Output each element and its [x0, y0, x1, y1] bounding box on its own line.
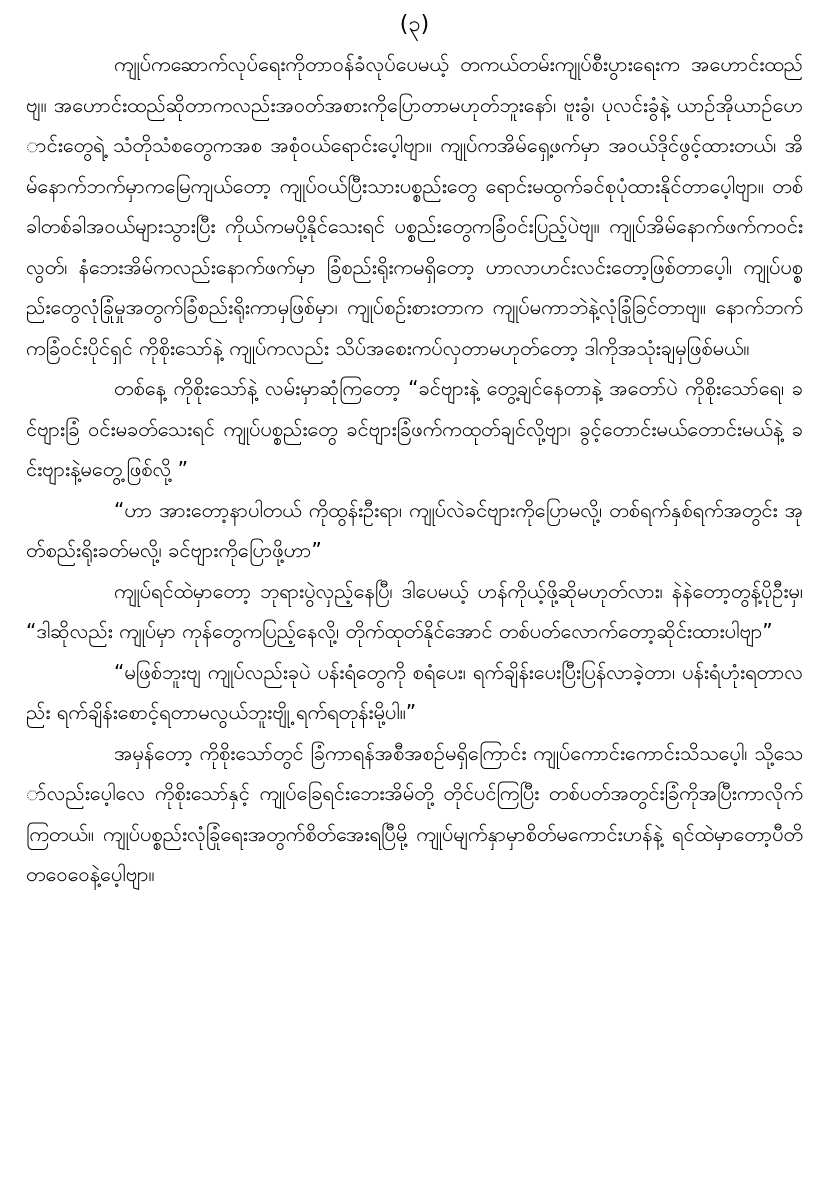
page-number: (၃) [399, 12, 430, 37]
paragraph: “မဖြစ်ဘူးဗျ ကျုပ်လည်းခုပဲ ပန်းရံတွေကို စရံပေး၊ ရက်ချိန်းပေးပြီးပြန်လာခဲ့တာ၊ ပန်းရံဟုံးရတာလည်း ရက်ချိန်းစောင့်ရတာမလွယ်ဘူးဗျို့ ရက်ရတုန်းမို့ပါ။” [26, 659, 803, 724]
paragraph: ကျုပ်ရင်ထဲမှာတော့ ဘုရားပွဲလှည့်နေပြီ၊ ဒါပေမယ့် ဟန်ကိုယ့်ဖို့ဆိုမဟုတ်လား၊ နဲနဲတော့တွန့်ပိုဦးမှ၊ “ဒါဆိုလည်း ကျုပ်မှာ ကုန်တွေကပြည့်နေလို့၊ တိုက်ထုတ်နိုင်အောင် တစ်ပတ်လောက်တော့ဆိုင်းထားပါဗျာ” [26, 578, 803, 643]
paragraph: ကျုပ်ကဆောက်လုပ်ရေးကိုတာဝန်ခံလုပ်ပေမယ့် တကယ်တမ်းကျုပ်စီးပွားရေးက အဟောင်းထည်ဗျ။ အဟောင်းထည်ဆိုတာကလည်းအဝတ်အစားကိုပြောတာမဟုတ်ဘူးနော်၊ ဗူးခွံ၊ ပုလင်းခွံနဲ့ ယာဉ်အိုယာဉ်ဟောင်းတွေရဲ့ သံတိုသံစတွေကအစ အစုံဝယ်ရောင်းပေ့ါဗျာ။ ကျုပ်ကအိမ်ရှေ့ဖက်မှာ အဝယ်ဒိုင်ဖွင့်ထားတယ်၊ အိမ်နောက်ဘက်မှာကမြေကျယ်တော့ ကျုပ်ဝယ်ပြီးသားပစ္စည်းတွေ ရောင်းမထွက်ခင်စုပုံထားနိုင်တာပေ့ါဗျာ။ တစ်ခါတစ်ခါအဝယ်များသွားပြီး ကိုယ်ကမပို့နိုင်သေးရင် ပစ္စည်းတွေကခြံဝင်းပြည့်ပဲဗျ။ ကျုပ်အိမ်နောက်ဖက်ကဝင်းလွတ်၊ နံဘေးအိမ်ကလည်းနောက်ဖက်မှာ ခြံစည်းရိုးကမရှိတော့ ဟာလာဟင်းလင်းတော့ဖြစ်တာပေ့ါ၊ ကျုပ်ပစ္စည်းတွေလုံခြုံမှုအတွက်ခြံစည်းရိုးကာမှဖြစ်မှာ၊ ကျုပ်စဉ်းစားတာက ကျုပ်မကာဘဲနဲ့လုံခြုံခြင်တာဗျ။ နောက်ဘက်ကခြံဝင်းပိုင်ရှင် ကိုစိုးသော်နဲ့ ကျုပ်ကလည်း သိပ်အစေးကပ်လှတာမဟုတ်တော့ ဒါကိုအသုံးချမှဖြစ်မယ်။ [26, 52, 803, 360]
paragraph: တစ်နေ့ ကိုစိုးသော်နဲ့ လမ်းမှာဆုံကြတော့ “ခင်ဗျားနဲ့ တွေ့ချင်နေတာနဲ့ အတော်ပဲ ကိုစိုးသော်ရေ၊ ခင်ဗျားခြံ ဝင်းမခတ်သေးရင် ကျုပ်ပစ္စည်းတွေ ခင်ဗျားခြံဖက်ကထုတ်ချင်လို့ဗျာ၊ ခွင့်တောင်းမယ်တောင်းမယ်နဲ့ ခင်းဗျားနဲ့မတွေ့ဖြစ်လို့ ” [26, 376, 803, 481]
paragraph: အမှန်တော့ ကိုစိုးသော်တွင် ခြံကာရန်အစီအစဉ်မရှိကြောင်း ကျုပ်ကောင်းကောင်းသိသပေ့ါ၊ သို့သော်လည်းပေ့ါလေ ကိုစိုးသော်နှင့် ကျုပ်ခြေရင်းဘေးအိမ်တို့ တိုင်ပင်ကြပြီး တစ်ပတ်အတွင်းခြံကိုအပြီးကာလိုက်ကြတယ်။ ကျုပ်ပစ္စည်းလုံခြုံရေးအတွက်စိတ်အေးရပြီမို့ ကျုပ်မျက်နှာမှာစိတ်မကောင်းဟန်နဲ့ ရင်ထဲမှာတော့ပီတိတဝေဝေနဲ့ပေ့ါဗျာ။ [26, 740, 803, 886]
paragraph: “ဟာ အားတော့နာပါတယ် ကိုထွန်းဦးရာ၊ ကျုပ်လဲခင်ဗျားကိုပြောမလို့၊ တစ်ရက်နှစ်ရက်အတွင်း အုတ်စည်းရိုးခတ်မလို့၊ ခင်ဗျားကိုပြောဖို့ဟာ” [26, 497, 803, 562]
